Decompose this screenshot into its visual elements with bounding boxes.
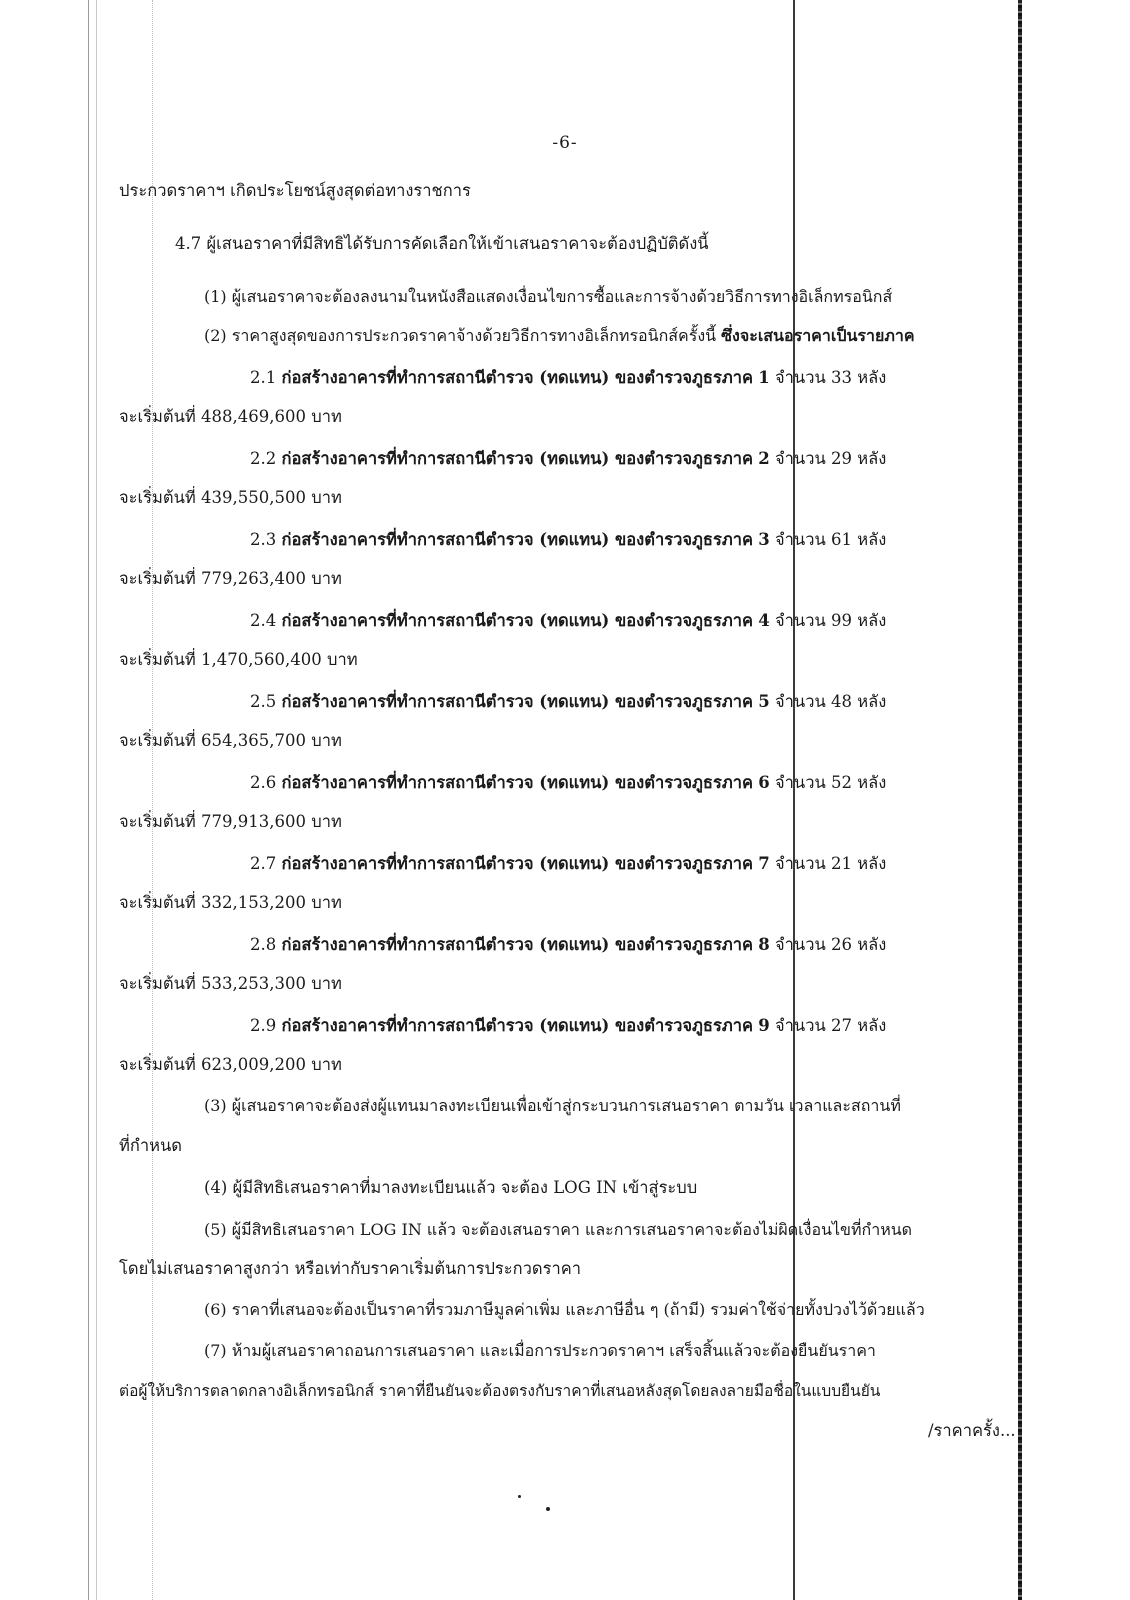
sub-item-region: 3 [758, 530, 770, 549]
sub-item-region: 8 [758, 935, 770, 954]
item-2-prefix: (2) ราคาสูงสุดของการประกวดราคาจ้างด้วยวิธีการทางอิเล็กทรอนิกส์ครั้งนี้ [204, 326, 722, 345]
sub-item-start-price: จะเริ่มต้นที่ 654,365,700 บาท [119, 731, 342, 750]
scan-speck [546, 1507, 550, 1511]
sub-item-number: 2.2 [250, 449, 277, 468]
sub-item-count: จำนวน 48 หลัง [775, 692, 887, 711]
section-4-7: 4.7 ผู้เสนอราคาที่มีสิทธิได้รับการคัดเลือกให้เข้าเสนอราคาจะต้องปฏิบัติดังนี้ [175, 234, 709, 253]
sub-item-count: จำนวน 21 หลัง [775, 854, 887, 873]
sub-item-start-price: จะเริ่มต้นที่ 623,009,200 บาท [119, 1055, 342, 1074]
item-5-line-1: (5) ผู้มีสิทธิเสนอราคา LOG IN แล้ว จะต้องเสนอราคา และการเสนอราคาจะต้องไม่ผิดเงื่อนไขที่กำหนด [204, 1220, 913, 1239]
sub-item-title: ก่อสร้างอาคารที่ทำการสถานีตำรวจ (ทดแทน) ของตำรวจภูธรภาค [281, 530, 754, 549]
sub-item-region: 1 [758, 368, 770, 387]
sub-item-title: ก่อสร้างอาคารที่ทำการสถานีตำรวจ (ทดแทน) ของตำรวจภูธรภาค [281, 692, 754, 711]
item-6: (6) ราคาที่เสนอจะต้องเป็นราคาที่รวมภาษีมูลค่าเพิ่ม และภาษีอื่น ๆ (ถ้ามี) รวมค่าใช้จ่ายทั้งปวงไว้ด้วยแล้ว [204, 1300, 925, 1319]
sub-item-number: 2.7 [250, 854, 277, 873]
item-2 [204, 325, 915, 347]
sub-item-title-line [250, 610, 886, 632]
sub-item-title-line [250, 367, 886, 389]
scan-edge-line [152, 0, 153, 1600]
item-3-line-1: (3) ผู้เสนอราคาจะต้องส่งผู้แทนมาลงทะเบียนเพื่อเข้าสู่กระบวนการเสนอราคา ตามวัน เวลาและสถานที่ [204, 1096, 901, 1115]
sub-item-start-price: จะเริ่มต้นที่ 779,263,400 บาท [119, 569, 342, 588]
sub-item-title: ก่อสร้างอาคารที่ทำการสถานีตำรวจ (ทดแทน) ของตำรวจภูธรภาค [281, 449, 754, 468]
sub-item-title-line [250, 691, 886, 713]
sub-item-count: จำนวน 33 หลัง [775, 368, 887, 387]
sub-item-count: จำนวน 26 หลัง [775, 935, 887, 954]
intro-line: ประกวดราคาฯ เกิดประโยชน์สูงสุดต่อทางราชการ [119, 181, 471, 200]
page-number: -6- [552, 133, 578, 153]
item-1: (1) ผู้เสนอราคาจะต้องลงนามในหนังสือแสดงเงื่อนไขการซื้อและการจ้างด้วยวิธีการทางอิเล็กทรอนิกส์ [204, 287, 893, 306]
continuation-marker: /ราคาครั้ง... [928, 1421, 1016, 1440]
sub-item-title: ก่อสร้างอาคารที่ทำการสถานีตำรวจ (ทดแทน) ของตำรวจภูธรภาค [281, 1016, 754, 1035]
item-7-line-1: (7) ห้ามผู้เสนอราคาถอนการเสนอราคา และเมื่อการประกวดราคาฯ เสร็จสิ้นแล้วจะต้องยืนยันราคา [204, 1341, 876, 1360]
sub-item-region: 6 [758, 773, 770, 792]
sub-item-title-line [250, 1015, 886, 1037]
sub-item-number: 2.3 [250, 530, 277, 549]
sub-item-start-price: จะเริ่มต้นที่ 779,913,600 บาท [119, 812, 342, 831]
sub-item-title-line [250, 529, 886, 551]
sub-item-count: จำนวน 52 หลัง [775, 773, 887, 792]
sub-item-region: 5 [758, 692, 770, 711]
sub-item-number: 2.6 [250, 773, 277, 792]
sub-item-title-line [250, 934, 886, 956]
sub-item-number: 2.9 [250, 1016, 277, 1035]
sub-item-start-price: จะเริ่มต้นที่ 533,253,300 บาท [119, 974, 342, 993]
sub-item-title: ก่อสร้างอาคารที่ทำการสถานีตำรวจ (ทดแทน) ของตำรวจภูธรภาค [281, 854, 754, 873]
sub-item-title-line [250, 448, 886, 470]
sub-item-number: 2.8 [250, 935, 277, 954]
sub-item-count: จำนวน 99 หลัง [775, 611, 887, 630]
sub-item-start-price: จะเริ่มต้นที่ 1,470,560,400 บาท [119, 650, 358, 669]
sub-item-region: 2 [758, 449, 770, 468]
item-4: (4) ผู้มีสิทธิเสนอราคาที่มาลงทะเบียนแล้ว จะต้อง LOG IN เข้าสู่ระบบ [204, 1178, 698, 1197]
sub-item-region: 7 [758, 854, 770, 873]
sub-item-number: 2.4 [250, 611, 277, 630]
item-2-bold: ซึ่งจะเสนอราคาเป็นรายภาค [721, 326, 915, 345]
sub-item-title-line [250, 853, 886, 875]
sub-item-title: ก่อสร้างอาคารที่ทำการสถานีตำรวจ (ทดแทน) ของตำรวจภูธรภาค [281, 368, 754, 387]
sub-item-title: ก่อสร้างอาคารที่ทำการสถานีตำรวจ (ทดแทน) ของตำรวจภูธรภาค [281, 935, 754, 954]
sub-item-number: 2.1 [250, 368, 277, 387]
item-7-line-2: ต่อผู้ให้บริการตลาดกลางอิเล็กทรอนิกส์ ราคาที่ยืนยันจะต้องตรงกับราคาที่เสนอหลังสุดโดยลงลายมือชื่อในแบบยืนยัน [119, 1382, 881, 1400]
sub-item-count: จำนวน 61 หลัง [775, 530, 887, 549]
sub-item-count: จำนวน 27 หลัง [775, 1016, 887, 1035]
scan-edge-line [1018, 0, 1022, 1600]
sub-item-region: 9 [758, 1016, 770, 1035]
scan-speck [518, 1495, 521, 1498]
sub-item-title: ก่อสร้างอาคารที่ทำการสถานีตำรวจ (ทดแทน) ของตำรวจภูธรภาค [281, 773, 754, 792]
item-5-line-2: โดยไม่เสนอราคาสูงกว่า หรือเท่ากับราคาเริ่มต้นการประกวดราคา [119, 1259, 582, 1278]
item-3-line-2: ที่กำหนด [119, 1136, 183, 1155]
sub-item-count: จำนวน 29 หลัง [775, 449, 887, 468]
sub-item-start-price: จะเริ่มต้นที่ 439,550,500 บาท [119, 488, 342, 507]
sub-item-start-price: จะเริ่มต้นที่ 488,469,600 บาท [119, 407, 342, 426]
sub-item-title-line [250, 772, 886, 794]
sub-item-start-price: จะเริ่มต้นที่ 332,153,200 บาท [119, 893, 342, 912]
scan-edge-line [96, 0, 97, 1600]
scan-edge-line [88, 0, 89, 1600]
sub-item-title: ก่อสร้างอาคารที่ทำการสถานีตำรวจ (ทดแทน) ของตำรวจภูธรภาค [281, 611, 754, 630]
sub-item-region: 4 [758, 611, 770, 630]
sub-item-number: 2.5 [250, 692, 277, 711]
